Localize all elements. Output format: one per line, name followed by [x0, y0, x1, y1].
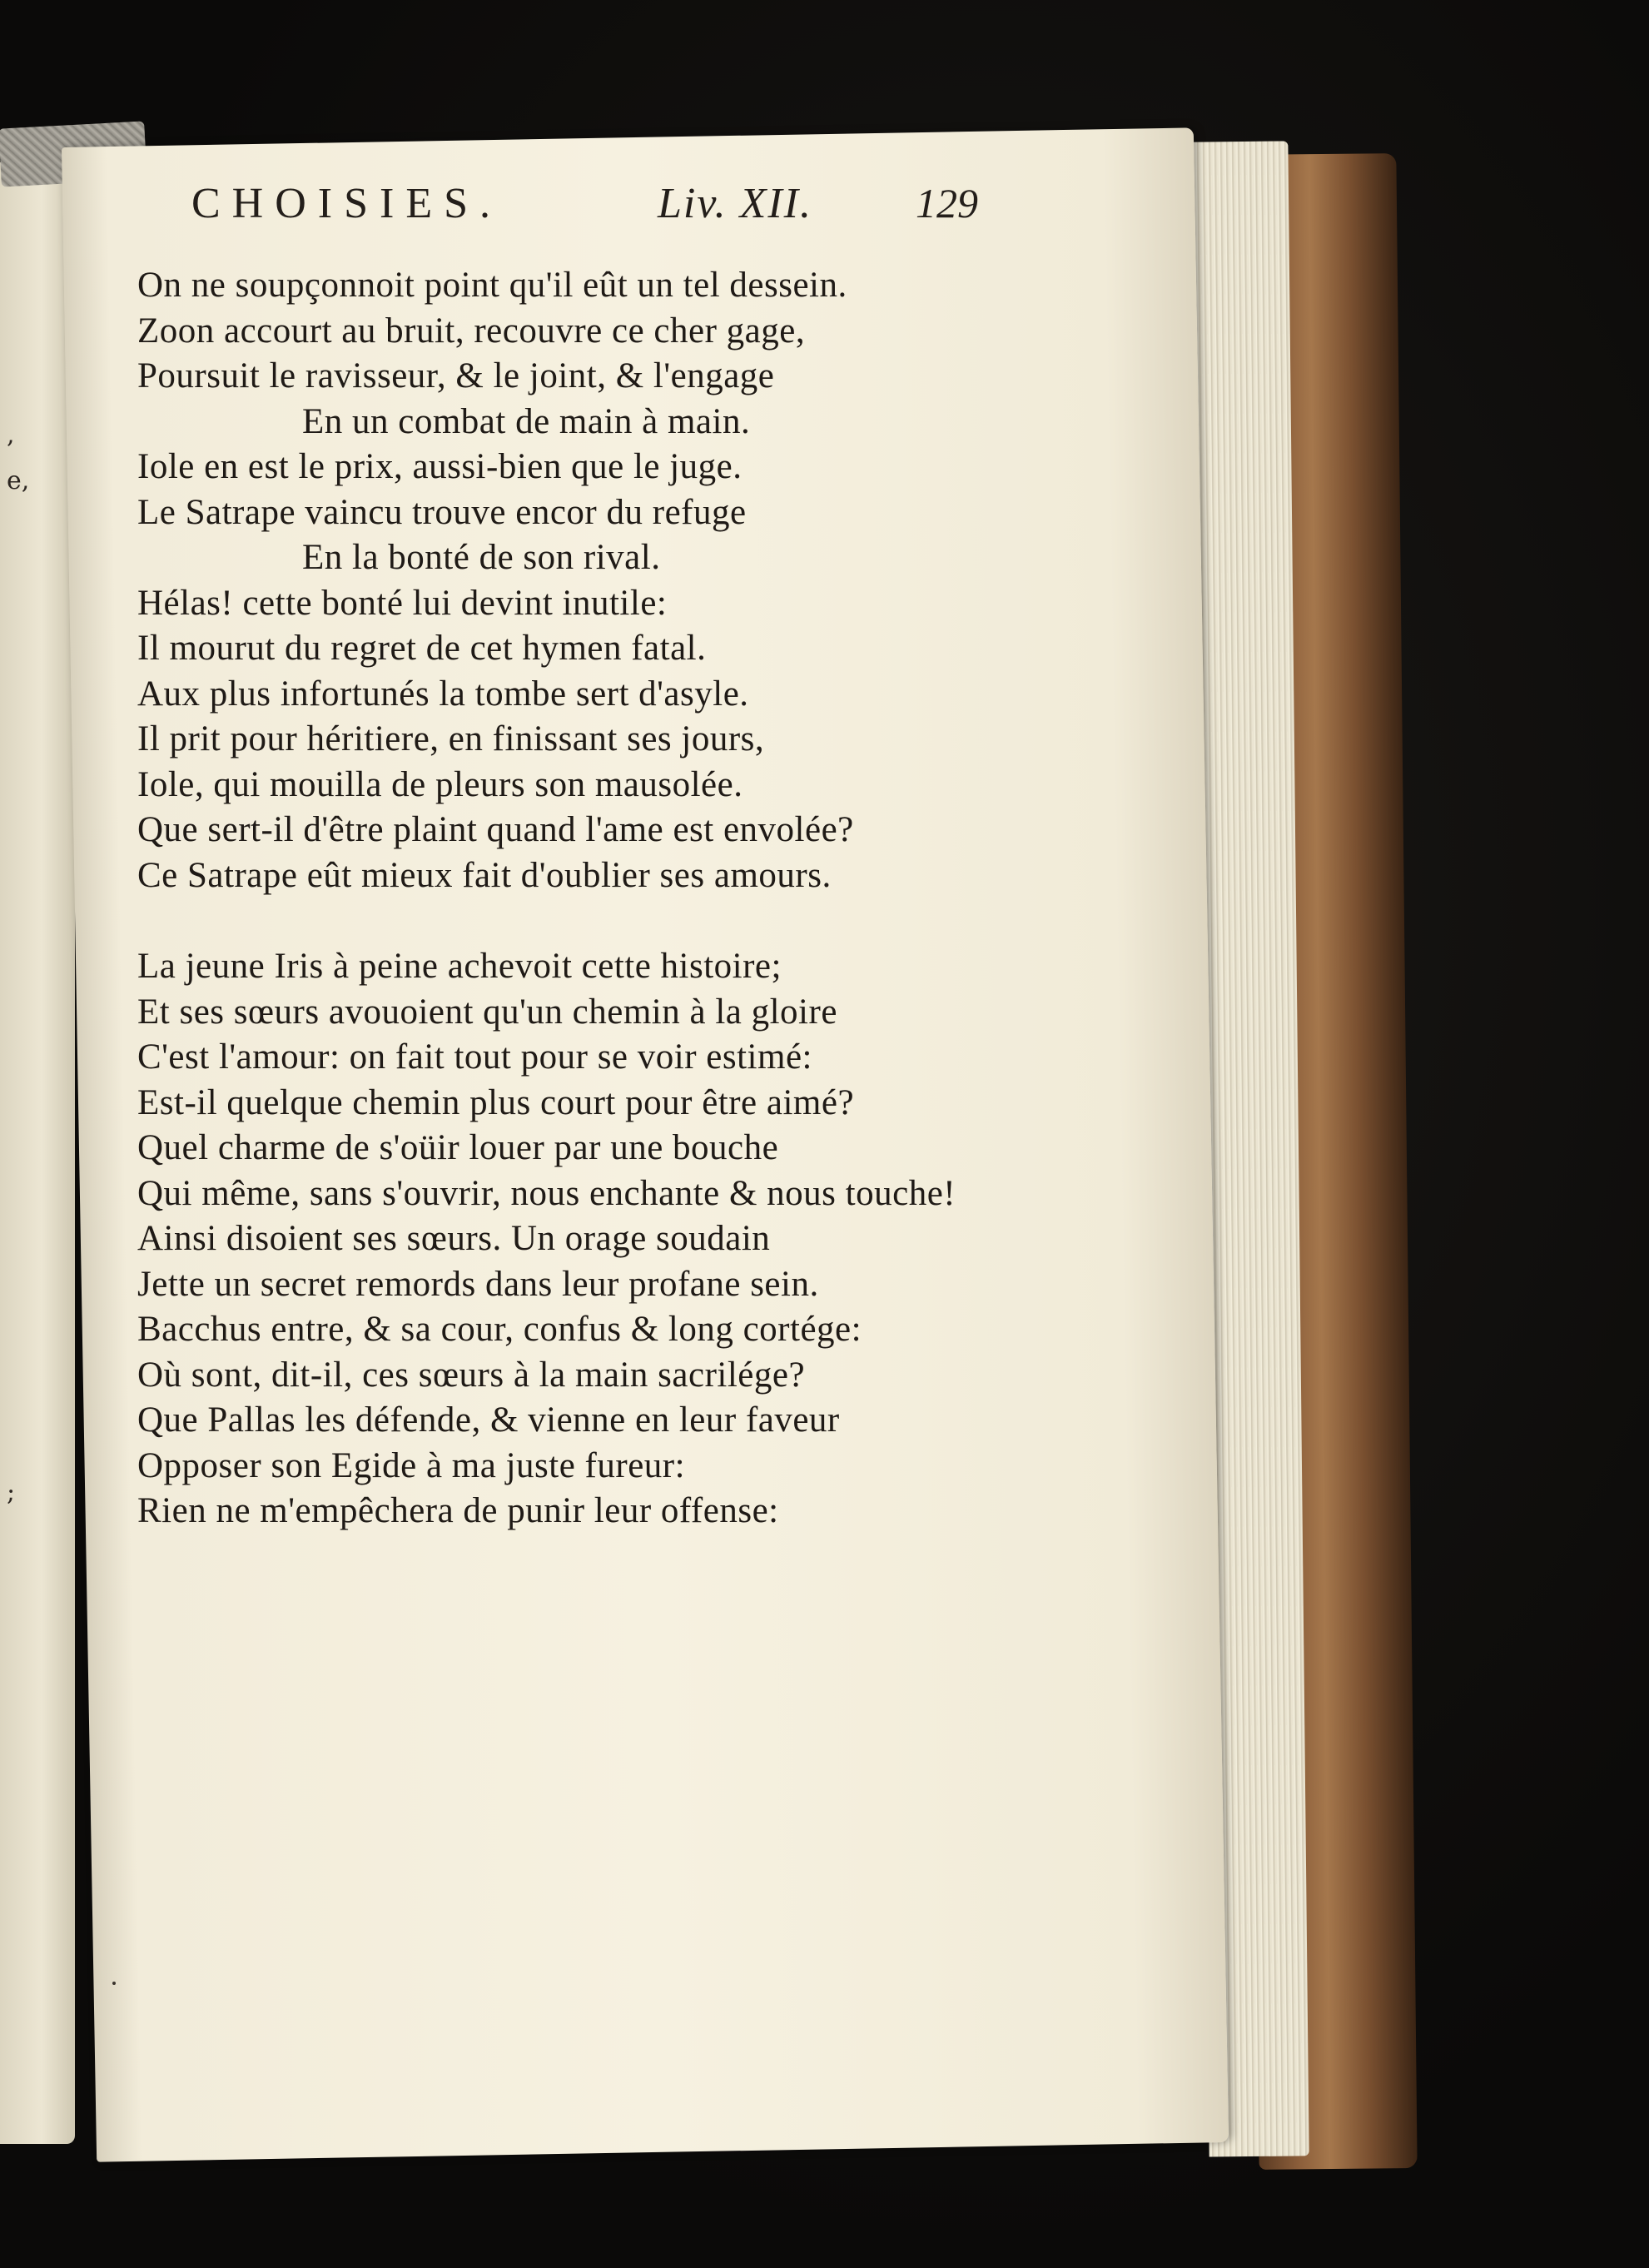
- verse-line: Jette un secret remords dans leur profane sein.: [137, 1264, 819, 1304]
- left-page-margin: [0, 0, 75, 2268]
- verse-line: Quel charme de s'oüir louer par une bouche: [137, 1128, 779, 1167]
- verse-line: Qui même, sans s'ouvrir, nous enchante & nous touche!: [137, 1173, 956, 1213]
- verse-line: C'est l'amour: on fait tout pour se voir estimé:: [137, 1037, 812, 1077]
- verse-line: Rien ne m'empêchera de punir leur offense:: [137, 1491, 779, 1530]
- margin-char: ;: [7, 1478, 16, 1507]
- verse-line: Ainsi disoient ses sœurs. Un orage soudain: [137, 1219, 771, 1258]
- ink-speck: [112, 1982, 116, 1985]
- verse-line: Poursuit le ravisseur, & le joint, & l'engage: [137, 356, 775, 395]
- verse-line: Zoon accourt au bruit, recouvre ce cher gage,: [137, 311, 806, 351]
- verse-line: Aux plus infortunés la tombe sert d'asyle.: [137, 674, 749, 714]
- verse-line: Bacchus entre, & sa cour, confus & long cortége:: [137, 1310, 862, 1349]
- running-head-book: Liv. XII.: [658, 180, 812, 227]
- page-number: 129: [916, 180, 978, 226]
- verse-line: Où sont, dit-il, ces sœurs à la main sacrilége?: [137, 1355, 806, 1395]
- verse-line: En un combat de main à main.: [302, 401, 751, 441]
- verse-line: Que sert-il d'être plaint quand l'ame est envolée?: [137, 810, 854, 849]
- verse-line: On ne soupçonnoit point qu'il eût un tel dessein.: [137, 266, 847, 305]
- verse-line: Il prit pour héritiere, en finissant ses jours,: [137, 719, 765, 758]
- poem-text: [137, 263, 1053, 1534]
- verse-line: Ce Satrape eût mieux fait d'oublier ses amours.: [137, 855, 832, 895]
- verse-line: Il mourut du regret de cet hymen fatal.: [137, 629, 707, 668]
- verse-line: La jeune Iris à peine achevoit cette histoire;: [137, 947, 782, 986]
- verse-line: En la bonté de son rival.: [302, 538, 661, 577]
- verse-line: Est-il quelque chemin plus court pour être aimé?: [137, 1082, 855, 1122]
- stanza: [137, 263, 1053, 898]
- verse-line: Et ses sœurs avouoient qu'un chemin à la gloire: [137, 992, 837, 1032]
- verse-line: Le Satrape vaincu trouve encor du refuge: [137, 492, 747, 532]
- margin-char: ,: [7, 420, 15, 450]
- verse-line: Que Pallas les défende, & vienne en leur faveur: [137, 1400, 840, 1440]
- verse-line: Hélas! cette bonté lui devint inutile:: [137, 583, 668, 623]
- stanza: [137, 944, 1053, 1534]
- running-head: [191, 179, 991, 246]
- running-head-title: CHOISIES.: [191, 180, 503, 227]
- verse-line: Iole en est le prix, aussi-bien que le juge.: [137, 447, 743, 486]
- verse-line: Iole, qui mouilla de pleurs son mausolée.: [137, 764, 743, 804]
- margin-char: e,: [7, 466, 30, 495]
- verse-line: Opposer son Egide à ma juste fureur:: [137, 1445, 686, 1485]
